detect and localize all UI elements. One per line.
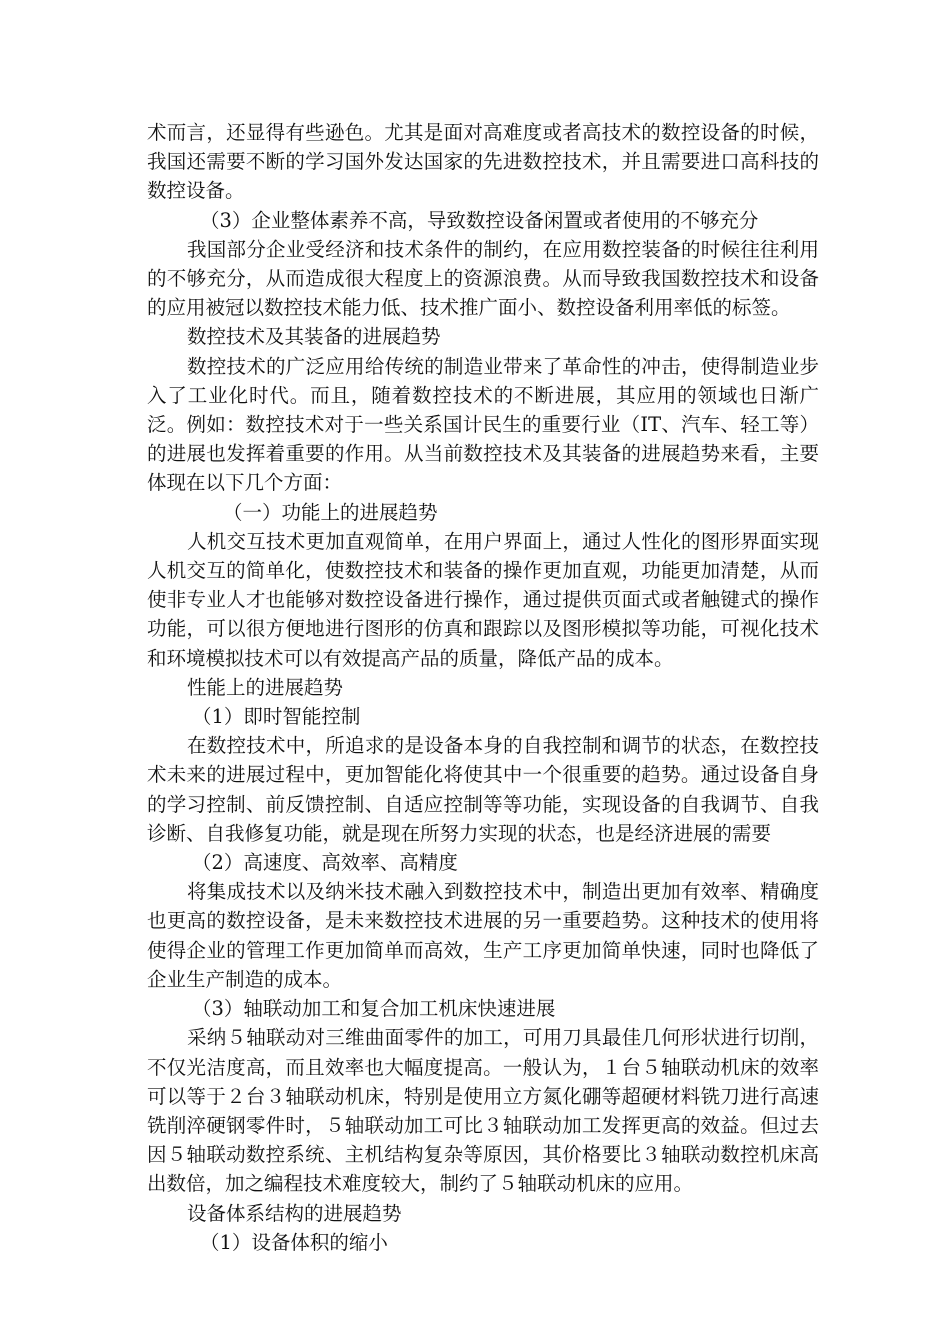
paragraph-continuation: 术而言，还显得有些逊色。尤其是面对高难度或者高技术的数控设备的时候，我国还需要不断的学习国外发达国家的先进数控技术，并且需要进口高科技的数控设备。 [147,121,819,203]
paragraph-high-speed: 将集成技术以及纳米技术融入到数控技术中，制造出更加有效率、精确度也更高的数控设备，是未来数控技术进展的另一重要趋势。这种技术的使用将使得企业的管理工作更加简单而高效，生产工序更加简单快速，同时也降低了企业生产制造的成本。 [147,880,819,991]
list-item-2-high-speed: （2）高速度、高效率、高精度 [192,851,458,875]
section-heading-trends: 数控技术及其装备的进展趋势 [187,325,441,349]
document-page [147,118,819,1257]
list-item-1-smart-control: （1）即时智能控制 [192,705,361,729]
paragraph-hmi: 人机交互技术更加直观简单，在用户界面上，通过人性化的图形界面实现人机交互的简单化，使数控技术和装备的操作更加直观，功能更加清楚，从而使非专业人才也能够对数控设备进行操作，通过提供页面式或者触键式的操作功能，可以很方便地进行图形的仿真和跟踪以及图形模拟等功能，可视化技术和环境模拟技术可以有效提高产品的质量，降低产品的成本。 [147,529,819,670]
paragraph-trends-intro: 数控技术的广泛应用给传统的制造业带来了革命性的冲击，使得制造业步入了工业化时代。而且，随着数控技术的不断进展，其应用的领域也日渐广泛。例如：数控技术对于一些关系国计民生的重要行业（IT、汽车、轻工等）的进展也发挥着重要的作用。从当前数控技术及其装备的进展趋势来看，主要体现在以下几个方面： [147,354,819,495]
subsection-heading-function: （一）功能上的进展趋势 [223,500,438,524]
paragraph-5-axis: 采纳５轴联动对三维曲面零件的加工，可用刀具最佳几何形状进行切削，不仅光洁度高，而且效率也大幅度提高。一般认为，１台５轴联动机床的效率可以等于２台３轴联动机床，特别是使用立方氮化硼等超硬材料铣刀进行高速铣削淬硬钢零件时，５轴联动加工可比３轴联动加工发挥更高的效益。但过去因５轴联动数控系统、主机结构复杂等原因，其价格要比３轴联动数控机床高出数倍，加之编程技术难度较大，制约了５轴联动机床的应用。 [147,1026,819,1196]
subsection-heading-performance: 性能上的进展趋势 [187,675,344,699]
list-item-1-size-reduction: （1）设备体积的缩小 [200,1230,388,1254]
list-item-3-management: （3）企业整体素养不高，导致数控设备闲置或者使用的不够充分 [200,208,759,232]
subsection-heading-architecture: 设备体系结构的进展趋势 [187,1201,402,1225]
paragraph-smart-control: 在数控技术中，所追求的是设备本身的自我控制和调节的状态，在数控技术未来的进展过程中，更加智能化将使其中一个很重要的趋势。通过设备自身的学习控制、前反馈控制、自适应控制等等功能，实现设备的自我调节、自我诊断、自我修复功能，就是现在所努力实现的状态，也是经济进展的需要 [147,734,819,845]
paragraph-resource-waste: 我国部分企业受经济和技术条件的制约，在应用数控装备的时候往往利用的不够充分，从而造成很大程度上的资源浪费。从而导致我国数控技术和设备的应用被冠以数控技术能力低、技术推广面小、数控设备利用率低的标签。 [147,237,819,320]
list-item-3-axis-machining: （3）轴联动加工和复合加工机床快速进展 [192,997,556,1021]
